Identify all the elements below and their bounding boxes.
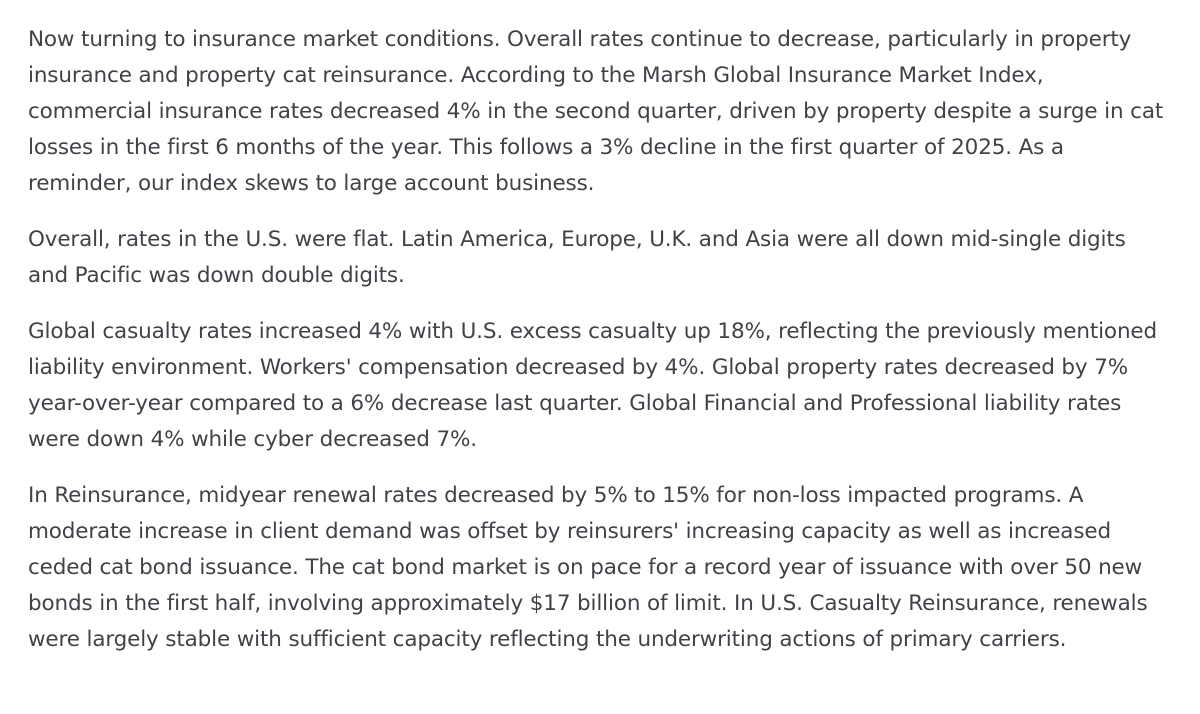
paragraph-casualty-property-rates: Global casualty rates increased 4% with U.S. excess casualty up 18%, reflecting the previously mentioned liability environment. Workers' compensation decreased by 4%. Global property rates decreased by 7% year-over-year compared to a 6% decrease last quarter. Global Financial and Professional liability rates were down 4% while cyber decreased 7%. <box>28 319 1157 452</box>
paragraph-regional-rates: Overall, rates in the U.S. were flat. Latin America, Europe, U.K. and Asia were all down mid-single digits and Pacific was down double digits. <box>28 227 1126 288</box>
paragraph-reinsurance: In Reinsurance, midyear renewal rates decreased by 5% to 15% for non-loss impacted programs. A moderate increase in client demand was offset by reinsurers' increasing capacity as well as increased ceded cat bond issuance. The cat bond market is on pace for a record year of issuance with over 50 new bonds in the first half, involving approximately $17 billion of limit. In U.S. Casualty Reinsurance, renewals were largely stable with sufficient capacity reflecting the underwriting actions of primary carriers. <box>28 483 1148 652</box>
paragraph-market-conditions: Now turning to insurance market conditions. Overall rates continue to decrease, particularly in property insurance and property cat reinsurance. According to the Marsh Global Insurance Market Index, commercial insurance rates decreased 4% in the second quarter, driven by property despite a surge in cat losses in the first 6 months of the year. This follows a 3% decline in the first quarter of 2025. As a reminder, our index skews to large account business. <box>28 27 1164 196</box>
transcript-text <box>28 22 1168 678</box>
